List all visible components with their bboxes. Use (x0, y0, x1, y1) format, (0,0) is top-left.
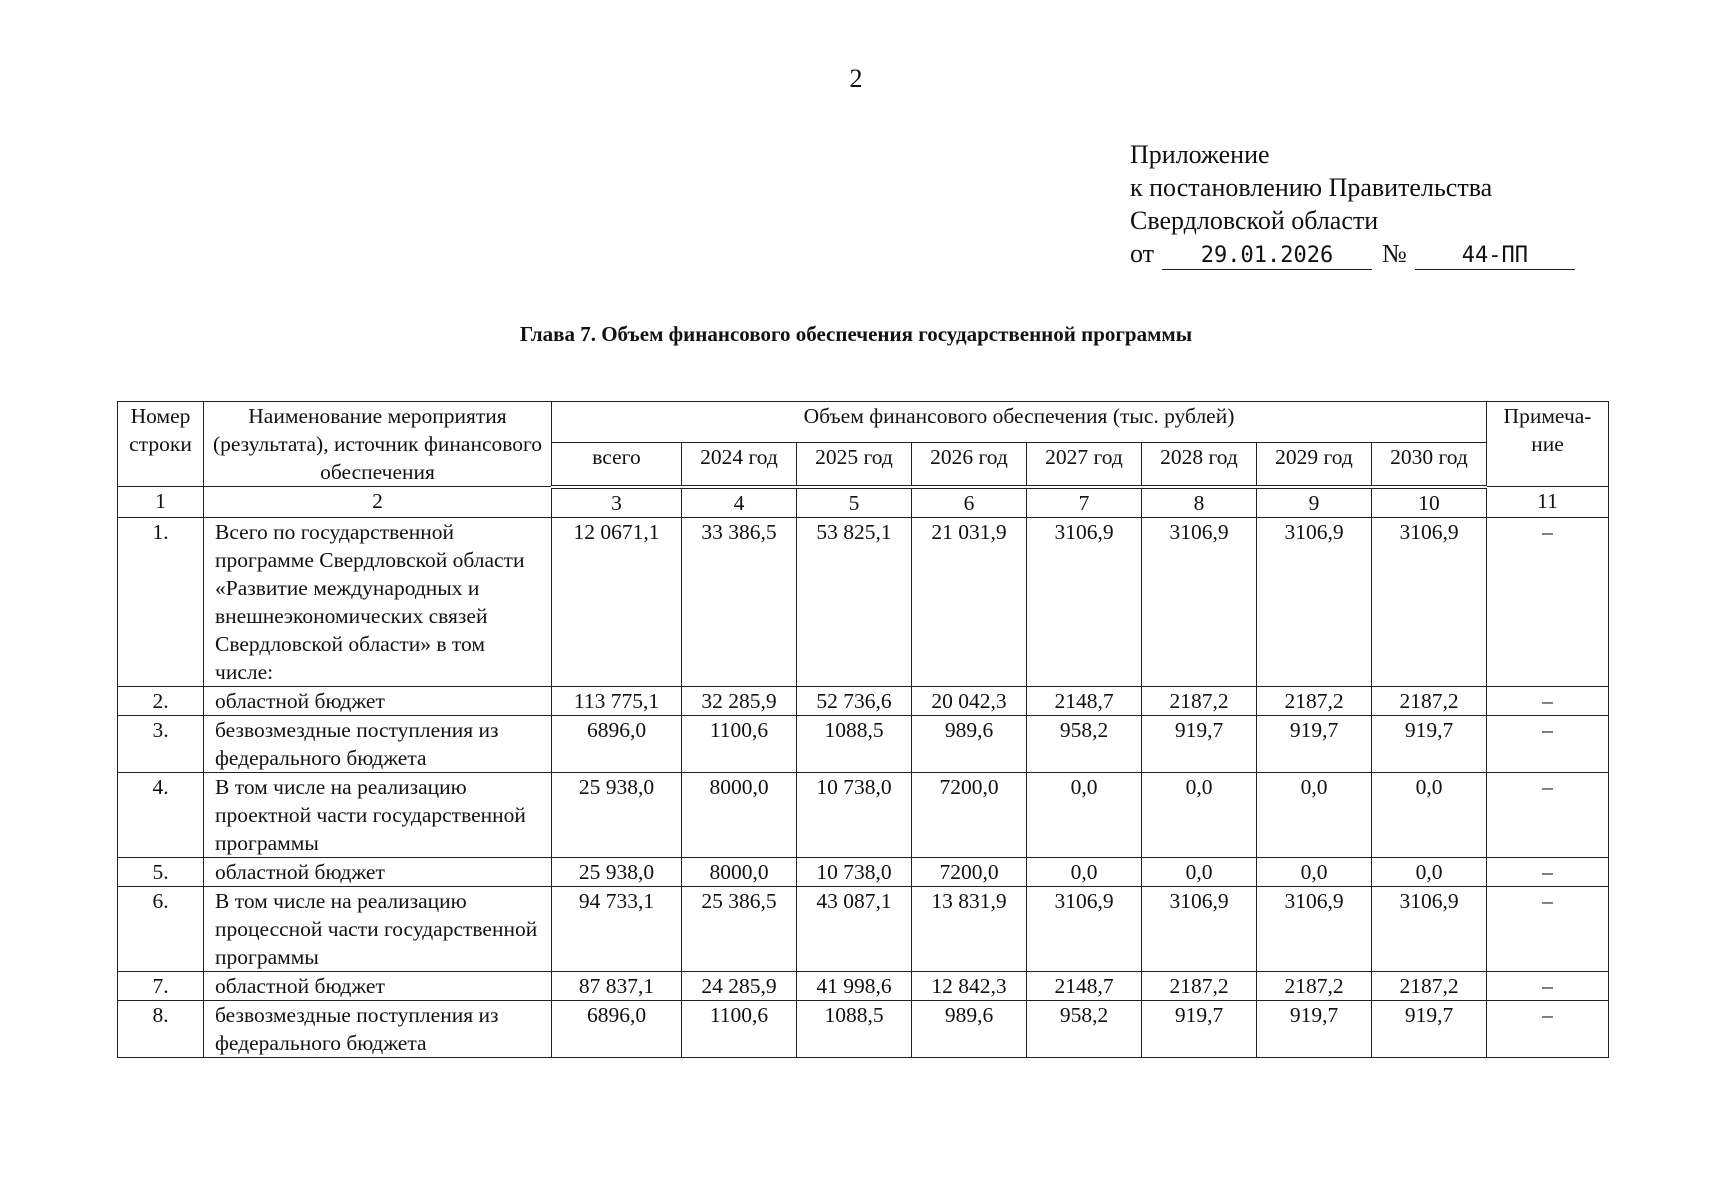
header-year: 2026 год (912, 443, 1027, 487)
value-cell: 1088,5 (797, 715, 912, 772)
value-cell: 52 736,6 (797, 686, 912, 715)
value-cell: 53 825,1 (797, 517, 912, 686)
value-cell: 919,7 (1142, 715, 1257, 772)
value-cell: 2148,7 (1027, 686, 1142, 715)
value-cell: 919,7 (1372, 715, 1487, 772)
note-cell: – (1487, 857, 1609, 886)
value-cell: 3106,9 (1027, 886, 1142, 971)
value-cell: 3106,9 (1142, 886, 1257, 971)
value-cell: 12 0671,1 (552, 517, 682, 686)
header-total: всего (552, 443, 682, 487)
note-cell: – (1487, 886, 1609, 971)
row-number: 4. (118, 772, 204, 857)
value-cell: 20 042,3 (912, 686, 1027, 715)
value-cell: 2187,2 (1372, 971, 1487, 1000)
row-name: областной бюджет (204, 857, 552, 886)
row-name: В том числе на реализацию проектной части государственной программы (204, 772, 552, 857)
row-name: областной бюджет (204, 971, 552, 1000)
appendix-date-line (1130, 237, 1575, 270)
value-cell: 41 998,6 (797, 971, 912, 1000)
value-cell: 87 837,1 (552, 971, 682, 1000)
column-number: 10 (1372, 487, 1487, 518)
row-name: В том числе на реализацию процессной части государственной программы (204, 886, 552, 971)
value-cell: 25 938,0 (552, 857, 682, 886)
page-number: 2 (849, 64, 863, 93)
column-number: 5 (797, 487, 912, 518)
value-cell: 7200,0 (912, 857, 1027, 886)
value-cell: 989,6 (912, 715, 1027, 772)
row-number: 6. (118, 886, 204, 971)
note-cell: – (1487, 772, 1609, 857)
number-label: № (1382, 239, 1407, 268)
header-year: 2029 год (1257, 443, 1372, 487)
value-cell: 919,7 (1142, 1000, 1257, 1057)
value-cell: 8000,0 (682, 772, 797, 857)
column-number: 8 (1142, 487, 1257, 518)
value-cell: 3106,9 (1027, 517, 1142, 686)
value-cell: 1100,6 (682, 1000, 797, 1057)
row-number: 2. (118, 686, 204, 715)
note-cell: – (1487, 1000, 1609, 1057)
row-name: безвозмездные поступления из федерального бюджета (204, 715, 552, 772)
table-row (118, 686, 1609, 715)
table-row (118, 971, 1609, 1000)
header-year: 2030 год (1372, 443, 1487, 487)
value-cell: 25 938,0 (552, 772, 682, 857)
value-cell: 958,2 (1027, 715, 1142, 772)
row-name: областной бюджет (204, 686, 552, 715)
appendix-line-3: Свердловской области (1130, 206, 1379, 235)
header-note: Примеча-ние (1487, 402, 1609, 487)
value-cell: 0,0 (1372, 857, 1487, 886)
value-cell: 21 031,9 (912, 517, 1027, 686)
from-label: от (1130, 239, 1155, 268)
value-cell: 0,0 (1142, 857, 1257, 886)
value-cell: 1088,5 (797, 1000, 912, 1057)
value-cell: 113 775,1 (552, 686, 682, 715)
table-row (118, 772, 1609, 857)
value-cell: 24 285,9 (682, 971, 797, 1000)
value-cell: 1100,6 (682, 715, 797, 772)
decree-date: 29.01.2026 (1162, 243, 1372, 270)
value-cell: 919,7 (1257, 715, 1372, 772)
value-cell: 958,2 (1027, 1000, 1142, 1057)
value-cell: 32 285,9 (682, 686, 797, 715)
decree-number: 44-ПП (1415, 243, 1575, 270)
value-cell: 2187,2 (1257, 971, 1372, 1000)
column-number: 11 (1487, 487, 1609, 518)
value-cell: 989,6 (912, 1000, 1027, 1057)
value-cell: 2187,2 (1372, 686, 1487, 715)
table-row (118, 1000, 1609, 1057)
value-cell: 25 386,5 (682, 886, 797, 971)
row-name: Всего по государственной программе Свердловской области «Развитие международных и внешнеэкономических связей Свердловской области» в том числе: (204, 517, 552, 686)
row-number: 5. (118, 857, 204, 886)
note-cell: – (1487, 971, 1609, 1000)
value-cell: 0,0 (1027, 772, 1142, 857)
table-row (118, 857, 1609, 886)
value-cell: 2187,2 (1142, 971, 1257, 1000)
financing-table (117, 401, 1609, 1058)
appendix-block (1130, 138, 1575, 270)
value-cell: 7200,0 (912, 772, 1027, 857)
appendix-line-1: Приложение (1130, 140, 1270, 169)
header-year: 2025 год (797, 443, 912, 487)
table-row (118, 517, 1609, 686)
row-number: 8. (118, 1000, 204, 1057)
column-number: 1 (118, 487, 204, 518)
header-year: 2024 год (682, 443, 797, 487)
value-cell: 8000,0 (682, 857, 797, 886)
note-cell: – (1487, 715, 1609, 772)
value-cell: 10 738,0 (797, 772, 912, 857)
value-cell: 43 087,1 (797, 886, 912, 971)
column-number: 6 (912, 487, 1027, 518)
value-cell: 6896,0 (552, 715, 682, 772)
value-cell: 0,0 (1142, 772, 1257, 857)
table-row (118, 715, 1609, 772)
value-cell: 10 738,0 (797, 857, 912, 886)
row-number: 1. (118, 517, 204, 686)
note-cell: – (1487, 517, 1609, 686)
header-volume: Объем финансового обеспечения (тыс. рублей) (552, 402, 1487, 443)
appendix-line-2: к постановлению Правительства (1130, 173, 1493, 202)
value-cell: 0,0 (1257, 857, 1372, 886)
value-cell: 2148,7 (1027, 971, 1142, 1000)
header-row-number: Номер строки (118, 402, 204, 487)
column-number: 3 (552, 487, 682, 518)
column-number: 7 (1027, 487, 1142, 518)
header-year: 2028 год (1142, 443, 1257, 487)
value-cell: 3106,9 (1257, 517, 1372, 686)
note-cell: – (1487, 686, 1609, 715)
column-numbers-row (118, 487, 1609, 518)
value-cell: 3106,9 (1257, 886, 1372, 971)
value-cell: 6896,0 (552, 1000, 682, 1057)
value-cell: 33 386,5 (682, 517, 797, 686)
header-name: Наименование мероприятия (результата), источник финансового обеспечения (204, 402, 552, 487)
chapter-title: Глава 7. Объем финансового обеспечения государственной программы (519, 322, 1193, 346)
column-number: 2 (204, 487, 552, 518)
value-cell: 0,0 (1027, 857, 1142, 886)
value-cell: 2187,2 (1142, 686, 1257, 715)
value-cell: 2187,2 (1257, 686, 1372, 715)
header-year: 2027 год (1027, 443, 1142, 487)
value-cell: 3106,9 (1142, 517, 1257, 686)
value-cell: 3106,9 (1372, 517, 1487, 686)
value-cell: 13 831,9 (912, 886, 1027, 971)
row-number: 3. (118, 715, 204, 772)
row-name: безвозмездные поступления из федерального бюджета (204, 1000, 552, 1057)
column-number: 9 (1257, 487, 1372, 518)
column-number: 4 (682, 487, 797, 518)
table-row (118, 886, 1609, 971)
value-cell: 94 733,1 (552, 886, 682, 971)
row-number: 7. (118, 971, 204, 1000)
value-cell: 919,7 (1257, 1000, 1372, 1057)
value-cell: 0,0 (1372, 772, 1487, 857)
value-cell: 12 842,3 (912, 971, 1027, 1000)
value-cell: 919,7 (1372, 1000, 1487, 1057)
value-cell: 0,0 (1257, 772, 1372, 857)
value-cell: 3106,9 (1372, 886, 1487, 971)
